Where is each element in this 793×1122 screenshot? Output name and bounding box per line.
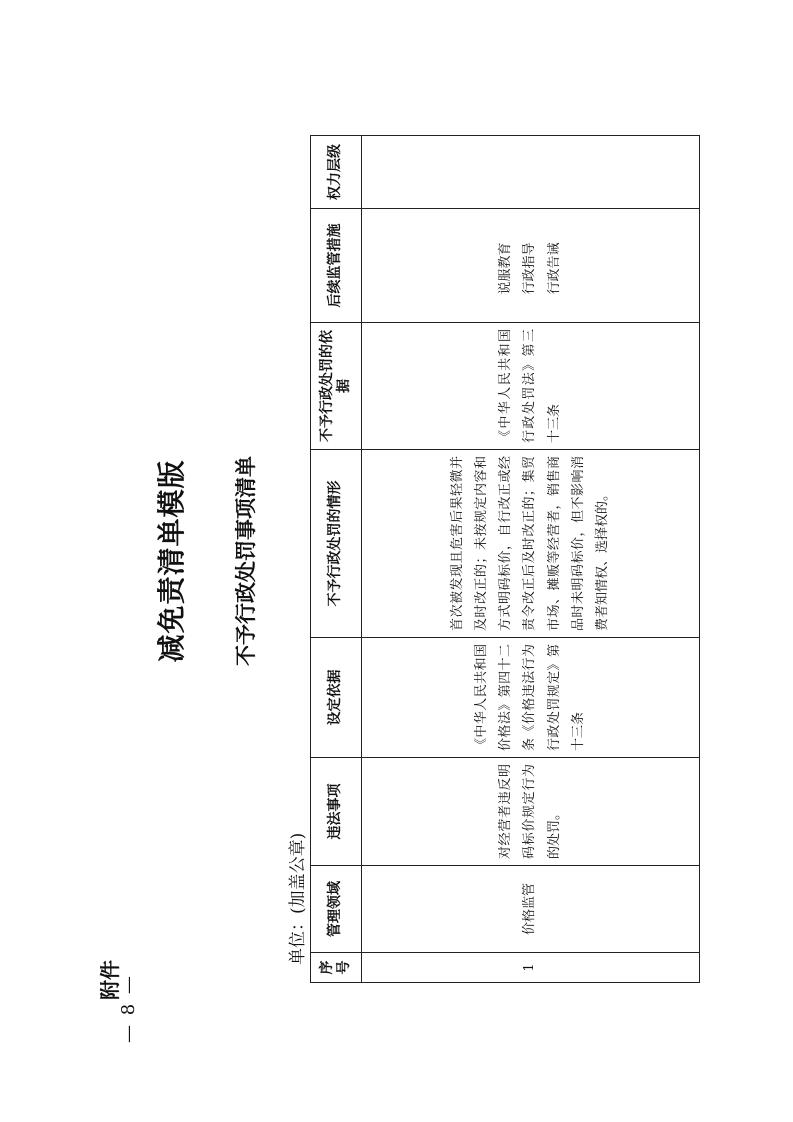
cell-domain: 价格监管	[362, 866, 700, 953]
cell-violation: 对经营者违反明码标价规定行为的处罚。	[362, 758, 700, 866]
header-exemption-basis: 不予行政处罚的依据	[311, 323, 362, 450]
page-number: — 8 —	[118, 974, 139, 1043]
attachment-label: 附件	[98, 960, 122, 1000]
header-measures: 后续监管措施	[311, 209, 362, 323]
table-header-row	[311, 136, 362, 983]
header-basis: 设定依据	[311, 638, 362, 758]
cell-measures	[362, 209, 700, 323]
header-circumstance: 不予行政处罚的情形	[311, 450, 362, 638]
cell-exemption-basis: 《中华人民共和国行政处罚法》第三十三条	[362, 323, 700, 450]
document-title: 减免责清单模版	[155, 459, 188, 663]
header-domain: 管理领域	[311, 866, 362, 953]
unit-label: 单位：(加盖公章)	[288, 832, 308, 965]
document-subtitle: 不予行政处罚事项清单	[234, 456, 258, 666]
exemption-list-table	[310, 135, 700, 983]
cell-level	[362, 136, 700, 209]
cell-circumstance: 首次被发现且危害后果轻微并及时改正的；未按规定内容和方式明码标价，自行改正或经责令改正后及时改正的；集贸市场、摊贩等经营者，销售商品时未明码标价，但不影响消费者知情权、选择权的。	[362, 450, 700, 638]
cell-basis: 《中华人民共和国价格法》第四十二条《价格违法行为行政处罚规定》第十三条	[362, 638, 700, 758]
table-row	[362, 136, 700, 983]
measures-text: 说服教育行政指导行政告诫	[498, 242, 562, 295]
header-violation: 违法事项	[311, 758, 362, 866]
header-seq: 序号	[311, 953, 362, 983]
cell-seq: 1	[362, 953, 700, 983]
header-level: 权力层级	[311, 136, 362, 209]
